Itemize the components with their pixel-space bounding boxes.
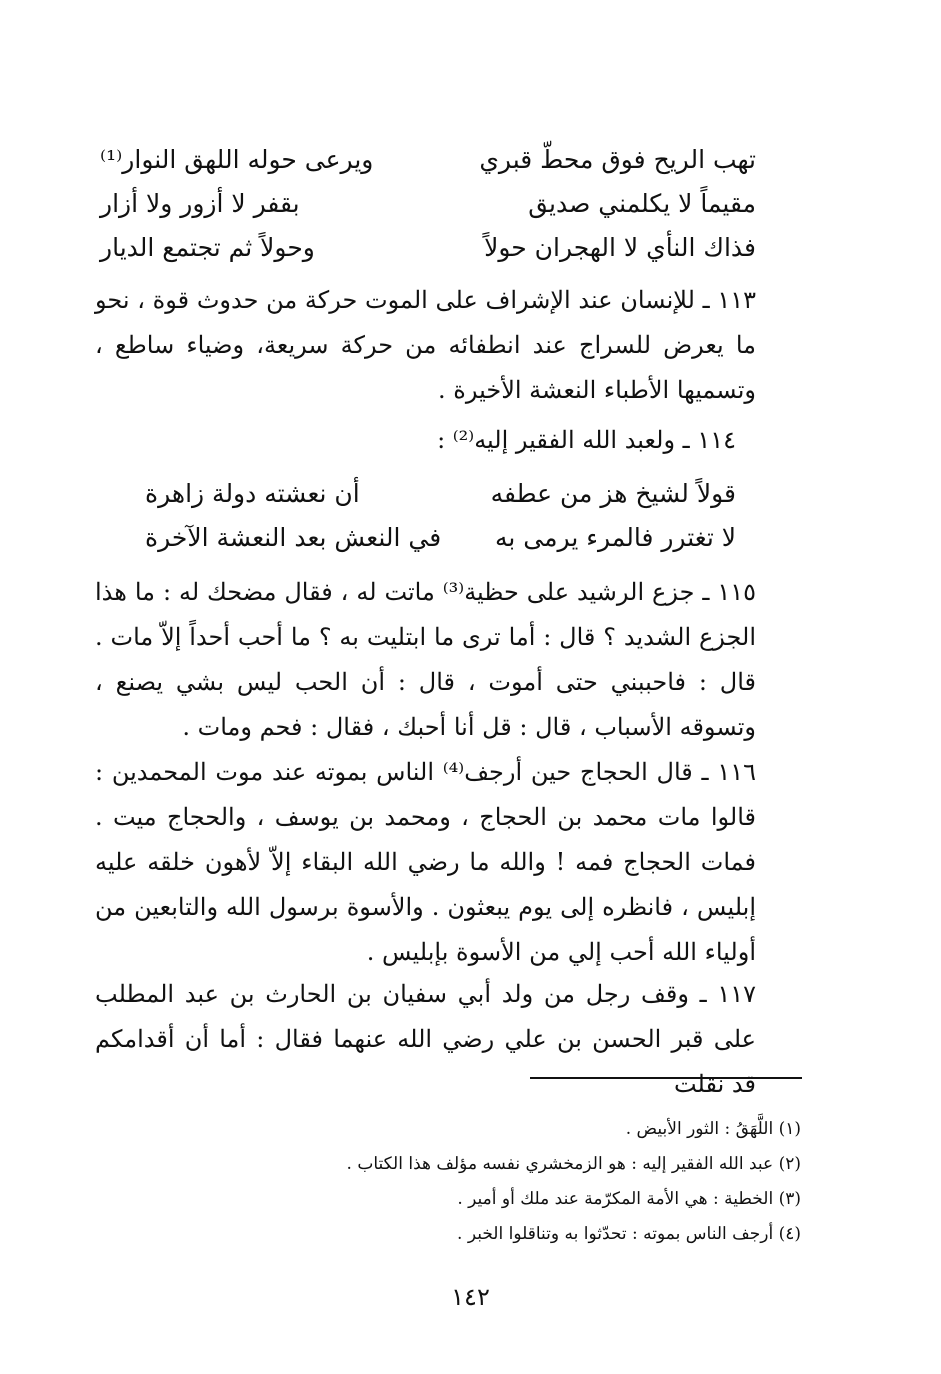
footnote-2: (٢) عبد الله الفقير إليه : هو الزمخشري نفسه مؤلف هذا الكتاب . [346,1154,801,1174]
verse-line [100,228,756,272]
paragraph-117: ١١٧ ـ وقف رجل من ولد أبي سفيان بن الحارث بن عبد المطلب على قبر الحسن بن علي رضي الله عنهما فقال : أما أن أقدامكم قد نقلت [95,980,756,1098]
verse-hemistich-second: بقفر لا أزور ولا أزار [100,189,300,218]
paragraph-115: ١١٥ ـ جزع الرشيد على حظية⁽³⁾ ماتت له ، فقال مضحك له : ما هذا الجزع الشديد ؟ قال : أما ترى ما ابتليت به ؟ ما أحب أحداً إلاّ مات . قال : فاحببني حتى أموت ، قال : أن الحب ليس بشي يصنع ، وتسوقه الأسباب ، قال : قل أنا أحبك ، فقال : فحم ومات . [95,578,756,741]
verse-line [100,140,756,184]
verse-hemistich-first: لا تغترر فالمرء يرمى به [494,523,736,552]
page-number: ١٤٢ [451,1283,490,1311]
verse-hemistich-second: ويرعى حوله اللهق النوار⁽¹⁾ [100,145,374,174]
verse-line [145,518,736,562]
verse-hemistich-first: مقيماً لا يكلمني صديق [528,189,756,218]
footnote-3: (٣) الخطية : هي الأمة المكرّمة عند ملك أو أمير . [457,1189,801,1209]
verse-hemistich-second: أن نعشته دولة زاهرة [145,479,360,508]
footnotes [200,1112,801,1252]
verse-hemistich-second: وحولاً ثم تجتمع الديار [100,233,315,262]
verse-line [145,474,736,518]
verse-line [100,184,756,228]
footnote-divider [530,1077,802,1079]
verse-hemistich-second: في النعش بعد النعشة الآخرة [145,523,442,552]
verse-hemistich-first: فذاك النأي لا الهجران حولاً [484,233,756,262]
poem-verses-2 [145,474,736,562]
poem-verses-1 [100,140,756,272]
paragraph-116: ١١٦ ـ قال الحجاج حين أرجف⁽⁴⁾ الناس بموته عند موت المحمدين : قالوا مات محمد بن الحجاج ، ومحمد بن يوسف ، والحجاج ميت . فمات الحجاج فمه ! والله ما رضي الله البقاء إلاّ لأهون خلقه عليه إبليس ، فانظره إلى يوم يبعثون . والأسوة برسول الله والتابعين من أولياء الله أحب إلي من الأسوة بإبليس . [95,758,756,966]
intro-114: ١١٤ ـ ولعبد الله الفقير إليه⁽²⁾ : [437,426,736,454]
verse-hemistich-first: قولاً لشيخ هز من عطفه [490,479,736,508]
paragraph-113: ١١٣ ـ للإنسان عند الإشراف على الموت حركة من حدوث قوة ، نحو ما يعرض للسراج عند انطفائه من حركة سريعة، وضياء ساطع ، وتسميها الأطباء النعشة الأخيرة . [95,286,756,404]
verse-hemistich-first: تهب الريح فوق محطّ قبري [479,145,756,174]
footnote-1: (١) اللَّهَقُ : الثور الأبيض . [625,1119,801,1139]
footnote-4: (٤) أرجف الناس بموته : تحدّثوا به وتناقلوا الخبر . [457,1224,801,1244]
